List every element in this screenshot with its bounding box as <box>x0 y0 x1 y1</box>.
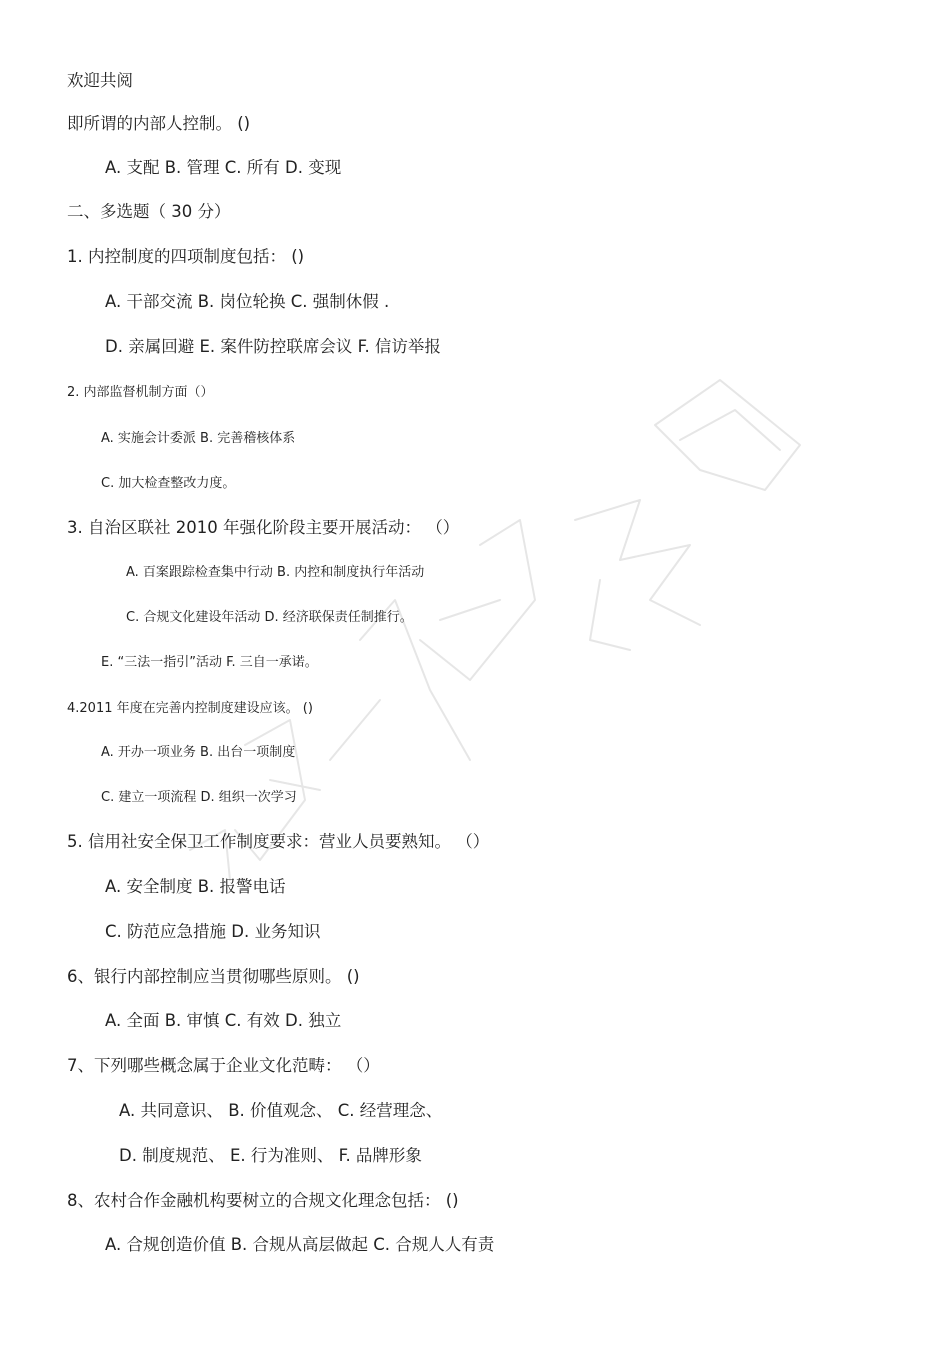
question-5: 5. 信用社安全保卫工作制度要求：营业人员要熟知。 （） <box>67 832 490 851</box>
question-7: 7、下列哪些概念属于企业文化范畴： （） <box>67 1056 380 1075</box>
page-header: 欢迎共阅 <box>67 71 133 90</box>
question-1: 1. 内控制度的四项制度包括： () <box>67 247 305 266</box>
question-3: 3. 自治区联社 2010 年强化阶段主要开展活动： （） <box>67 518 460 537</box>
question-3-options-b: C. 合规文化建设年活动 D. 经济联保责任制推行。 <box>126 610 413 625</box>
question-7-options-a: A. 共同意识、 B. 价值观念、 C. 经营理念、 <box>119 1101 443 1120</box>
text-line-1: 即所谓的内部人控制。 () <box>67 114 251 133</box>
question-4-options-a: A. 开办一项业务 B. 出台一项制度 <box>101 745 296 760</box>
question-2: 2. 内部监督机制方面（） <box>67 385 214 400</box>
question-2-options-b: C. 加大检查整改力度。 <box>101 476 236 491</box>
question-4-options-b: C. 建立一项流程 D. 组织一次学习 <box>101 790 297 805</box>
question-1-options-a: A. 干部交流 B. 岗位轮换 C. 强制休假 . <box>105 292 390 311</box>
question-1-options-b: D. 亲属回避 E. 案件防控联席会议 F. 信访举报 <box>105 337 441 356</box>
question-3-options-c: E. “三法一指引”活动 F. 三自一承诺。 <box>101 655 318 670</box>
question-4: 4.2011 年度在完善内控制度建设应该。 () <box>67 701 313 716</box>
question-7-options-b: D. 制度规范、 E. 行为准则、 F. 品牌形象 <box>119 1146 422 1165</box>
question-5-options-a: A. 安全制度 B. 报警电话 <box>105 877 286 896</box>
question-8-options: A. 合规创造价值 B. 合规从高层做起 C. 合规人人有责 <box>105 1235 495 1254</box>
question-3-options-a: A. 百案跟踪检查集中行动 B. 内控和制度执行年活动 <box>126 565 425 580</box>
question-8: 8、农村合作金融机构要树立的合规文化理念包括： () <box>67 1191 459 1210</box>
question-5-options-b: C. 防范应急措施 D. 业务知识 <box>105 922 321 941</box>
question-2-options-a: A. 实施会计委派 B. 完善稽核体系 <box>101 431 296 446</box>
question-6: 6、银行内部控制应当贯彻哪些原则。 () <box>67 967 360 986</box>
question-6-options: A. 全面 B. 审慎 C. 有效 D. 独立 <box>105 1011 342 1030</box>
options-line-1: A. 支配 B. 管理 C. 所有 D. 变现 <box>105 158 342 177</box>
section-heading: 二、多选题（ 30 分） <box>67 202 231 221</box>
